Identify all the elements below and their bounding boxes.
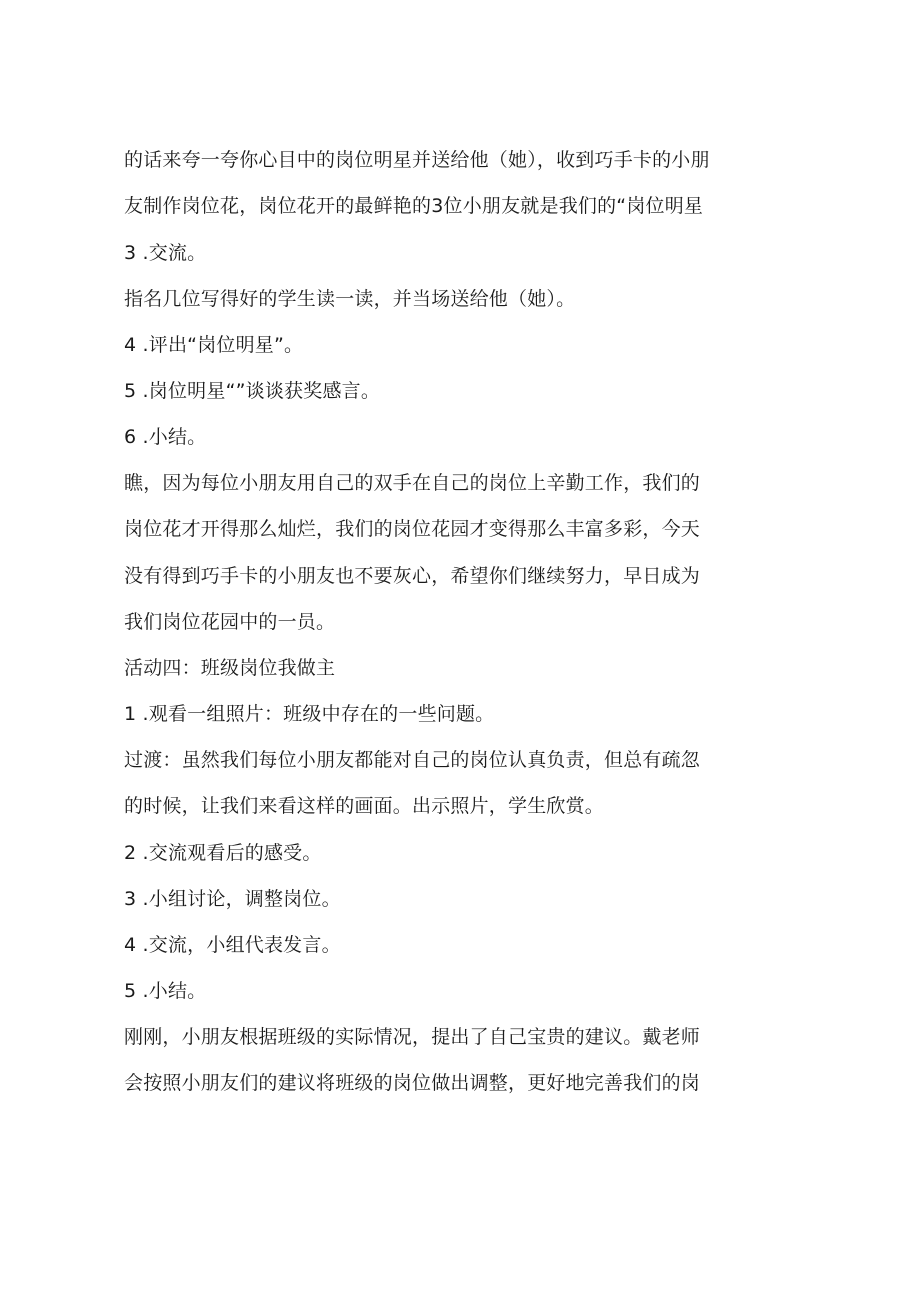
paragraph-line: 指名几位写得好的学生读一读，并当场送给他（她）。: [124, 288, 576, 310]
paragraph-line: 我们岗位花园中的一员。: [124, 611, 336, 633]
paragraph-line: 友制作岗位花，岗位花开的最鲜艳的3位小朋友就是我们的“岗位明星: [124, 195, 704, 217]
list-item: 5 .小结。: [124, 980, 207, 1002]
list-item: 6 .小结。: [124, 426, 207, 448]
paragraph-line: 瞧，因为每位小朋友用自己的双手在自己的岗位上辛勤工作，我们的: [124, 472, 701, 494]
paragraph-line: 岗位花才开得那么灿烂，我们的岗位花园才变得那么丰富多彩，今天: [124, 518, 701, 540]
list-item: 1 .观看一组照片：班级中存在的一些问题。: [124, 703, 495, 725]
section-heading: 活动四：班级岗位我做主: [124, 657, 336, 679]
paragraph-line: 的时候，让我们来看这样的画面。出示照片，学生欣赏。: [124, 795, 605, 817]
paragraph-line: 的话来夸一夸你心目中的岗位明星并送给他（她），收到巧手卡的小朋: [124, 149, 710, 171]
paragraph-line: 过渡：虽然我们每位小朋友都能对自己的岗位认真负责，但总有疏忽: [124, 749, 701, 771]
list-item: 4 .交流，小组代表发言。: [124, 934, 341, 956]
paragraph-line: 没有得到巧手卡的小朋友也不要灰心，希望你们继续努力，早日成为: [124, 565, 701, 587]
list-item: 2 .交流观看后的感受。: [124, 842, 322, 864]
list-item: 3 .交流。: [124, 242, 207, 264]
list-item: 3 .小组讨论，调整岗位。: [124, 888, 341, 910]
list-item: 5 .岗位明星“”谈谈获奖感言。: [124, 380, 381, 402]
list-item: 4 .评出“岗位明星”。: [124, 334, 304, 356]
paragraph-line: 刚刚，小朋友根据班级的实际情况，提出了自己宝贵的建议。戴老师: [124, 1026, 701, 1048]
paragraph-line: 会按照小朋友们的建议将班级的岗位做出调整，更好地完善我们的岗: [124, 1072, 701, 1094]
